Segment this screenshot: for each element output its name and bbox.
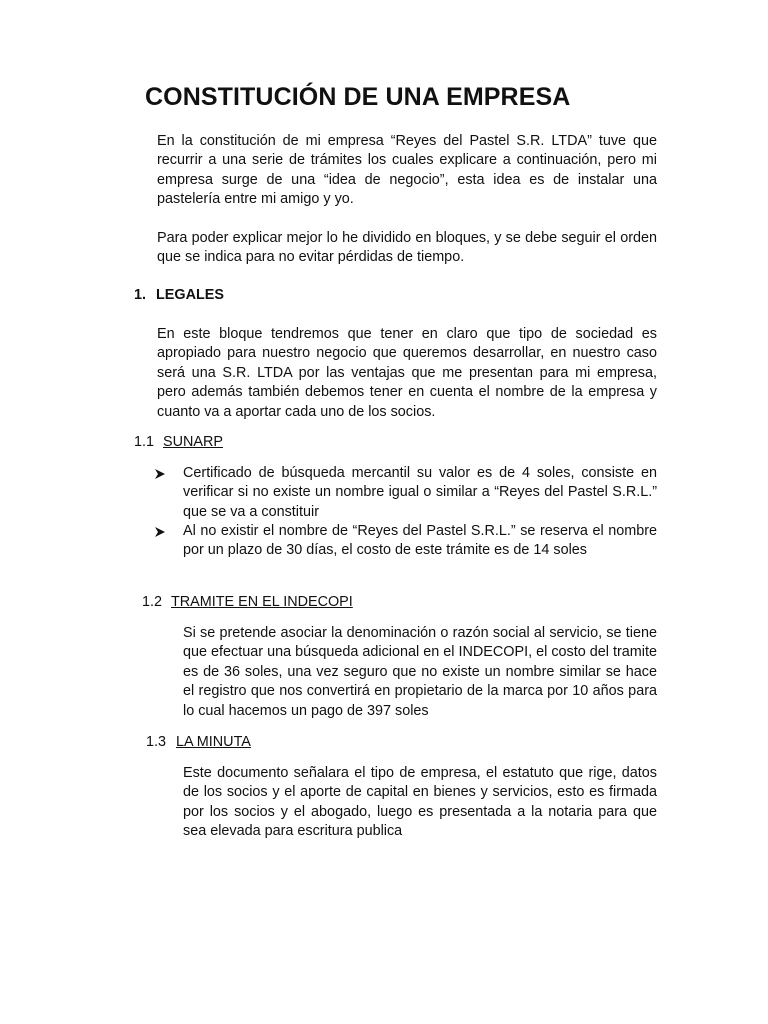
subsection-title: LA MINUTA <box>176 734 251 750</box>
section-number: 1. <box>134 287 147 303</box>
arrowhead-bullet-icon <box>154 526 166 538</box>
bullet-text: Al no existir el nombre de “Reyes del Pastel S.R.L.” se reserva el nombre por un plazo de 30 días, el costo de este trámite es de 14 soles <box>183 523 657 559</box>
subsection-title: SUNARP <box>163 434 223 450</box>
section-legales-paragraph: En este bloque tendremos que tener en claro que tipo de sociedad es apropiado para nuestro negocio que queremos desarrollar, en nuestro caso será una S.R. LTDA por las ventajas que me presentan para mi empresa, pero además también debemos tener en cuenta el nombre de la empresa y cuanto va a aportar cada uno de los socios. <box>157 326 657 420</box>
subsection-heading-sunarp <box>134 434 223 450</box>
document-title: CONSTITUCIÓN DE UNA EMPRESA <box>145 83 571 111</box>
subsection-indecopi-paragraph: Si se pretende asociar la denominación o razón social al servicio, se tiene que efectuar una búsqueda adicional en el INDECOPI, el costo del tramite es de 36 soles, una vez seguro que no existe un nombre similar se hace el registro que nos convertirá en propietario de la marca por 10 años para lo cual hacemos un pago de 397 soles <box>183 625 657 719</box>
subsection-number: 1.1 <box>134 434 155 450</box>
section-title: LEGALES <box>156 287 224 303</box>
intro-paragraph-2: Para poder explicar mejor lo he dividido en bloques, y se debe seguir el orden que se indica para no evitar pérdidas de tiempo. <box>157 230 657 266</box>
subsection-title: TRAMITE EN EL INDECOPI <box>171 594 353 610</box>
subsection-heading-indecopi <box>142 594 353 610</box>
bullet-text: Certificado de búsqueda mercantil su valor es de 4 soles, consiste en verificar si no existe un nombre igual o similar a “Reyes del Pastel S.R.L.” que se va a constituir <box>183 465 657 520</box>
arrowhead-bullet-icon <box>154 468 166 480</box>
bullet-item <box>154 522 657 561</box>
subsection-number: 1.3 <box>146 734 167 750</box>
bullet-item <box>154 464 657 522</box>
intro-paragraph-1: En la constitución de mi empresa “Reyes del Pastel S.R. LTDA” tuve que recurrir a una serie de trámites los cuales explicare a continuación, pero mi empresa surge de una “idea de negocio”, esta idea es de instalar una pastelería entre mi amigo y yo. <box>157 133 657 208</box>
subsection-heading-minuta <box>146 734 251 750</box>
section-heading-legales <box>134 287 224 303</box>
subsection-minuta-paragraph: Este documento señalara el tipo de empresa, el estatuto que rige, datos de los socios y el aporte de capital en bienes y servicios, esto es firmada por los socios y el abogado, luego es presentada a la notaria para que sea elevada para escritura publica <box>183 765 657 840</box>
subsection-number: 1.2 <box>142 594 163 610</box>
